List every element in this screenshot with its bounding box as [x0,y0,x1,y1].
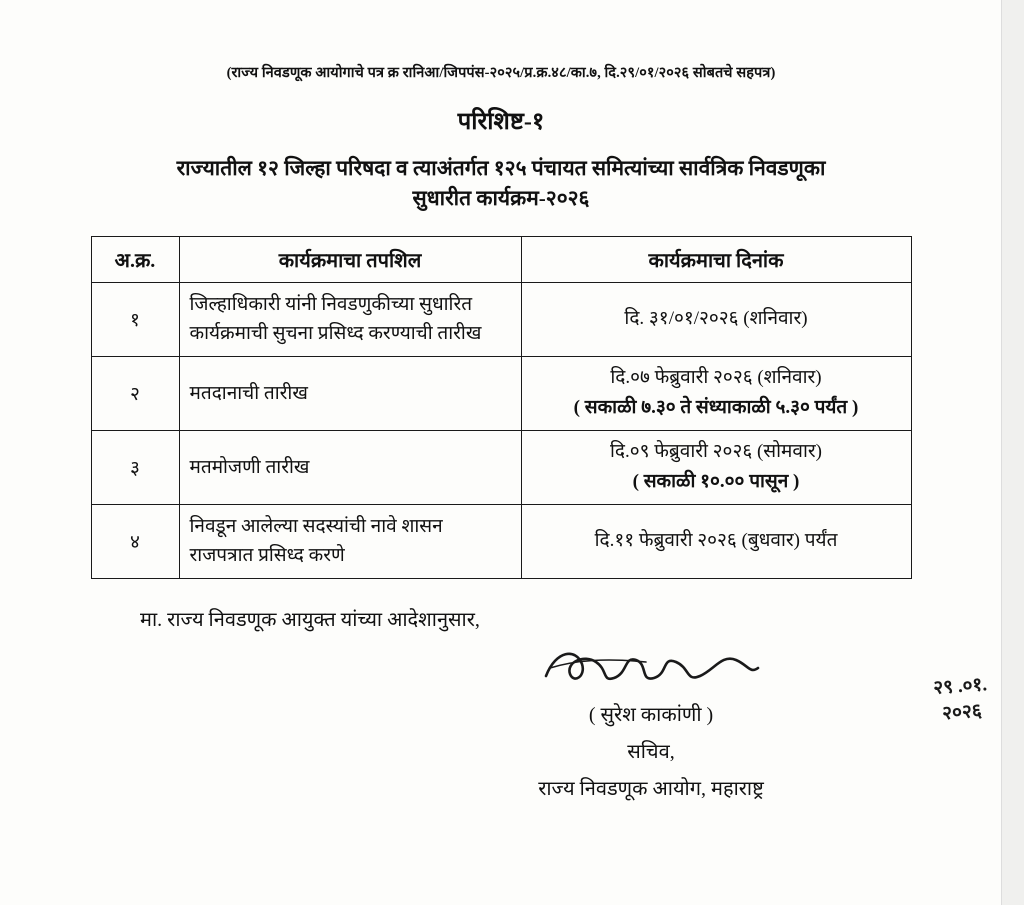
cell-detail: मतमोजणी तारीख [179,430,521,504]
table-row [91,282,911,356]
cell-date-main: दि.०९ फेब्रुवारी २०२६ (सोमवार) [609,440,822,462]
table-header-row [91,236,911,282]
cell-date-main: दि.०७ फेब्रुवारी २०२६ (शनिवार) [610,366,822,388]
cell-date-sub: ( सकाळी ७.३० ते संध्याकाळी ५.३० पर्यंत ) [573,397,859,419]
header-reference: (राज्य निवडणूक आयोगाचे पत्र क्र रानिआ/जिपपंस-२०२५/प्र.क्र.४८/का.७, दि.२९/०१/२०२६ सोबतचे सहपत्र) [226,65,776,81]
cell-detail: जिल्हाधिकारी यांनी निवडणुकीच्या सुधारित कार्यक्रमाची सुचना प्रसिध्द करण्याची तारीख [179,282,521,356]
document-subtitle [0,153,1002,214]
cell-detail: निवडून आलेल्या सदस्यांची नावे शासन राजपत्रात प्रसिध्द करणे [179,504,521,578]
signature-block [0,638,1002,801]
order-line: मा. राज्य निवडणूक आयुक्त यांच्या आदेशानुसार, [140,608,480,631]
table-row [91,504,911,578]
cell-date-sub: ( सकाळी १०.०० पासून ) [632,471,800,493]
cell-sr: २ [91,356,179,430]
cell-date [521,430,911,504]
column-header-sr: अ.क्र. [91,236,179,282]
schedule-table [91,236,912,579]
signatory-name: ( सुरेश काकांणी ) [588,703,714,726]
cell-date [521,356,911,430]
cell-sr: ४ [91,504,179,578]
column-header-detail: कार्यक्रमाचा तपशिल [179,236,521,282]
signatory-organisation: राज्य निवडणूक आयोग, महाराष्ट्र [538,777,764,800]
cell-date [521,282,911,356]
cell-date-main: दि. ३१/०१/२०२६ (शनिवार) [624,308,808,330]
cell-date-main: दि.११ फेब्रुवारी २०२६ (बुधवार) पर्यंत [594,529,838,551]
page-right-margin [1001,0,1024,905]
signature-date: २९ .०१. २०२६ [932,673,988,724]
cell-sr: १ [91,282,179,356]
signatory-designation: सचिव, [627,740,675,763]
cell-sr: ३ [91,430,179,504]
cell-detail: मतदानाची तारीख [179,356,521,430]
subtitle-line-1: राज्यातील १२ जिल्हा परिषदा व त्याअंतर्गत १२५ पंचायत समित्यांच्या सार्वत्रिक निवडणूका [176,156,826,180]
table-row [91,356,911,430]
column-header-date: कार्यक्रमाचा दिनांक [521,236,911,282]
subtitle-line-2: सुधारीत कार्यक्रम-२०२६ [412,186,590,211]
appendix-title: परिशिष्ट-१ [457,109,545,135]
table-row [91,430,911,504]
cell-date [521,504,911,578]
